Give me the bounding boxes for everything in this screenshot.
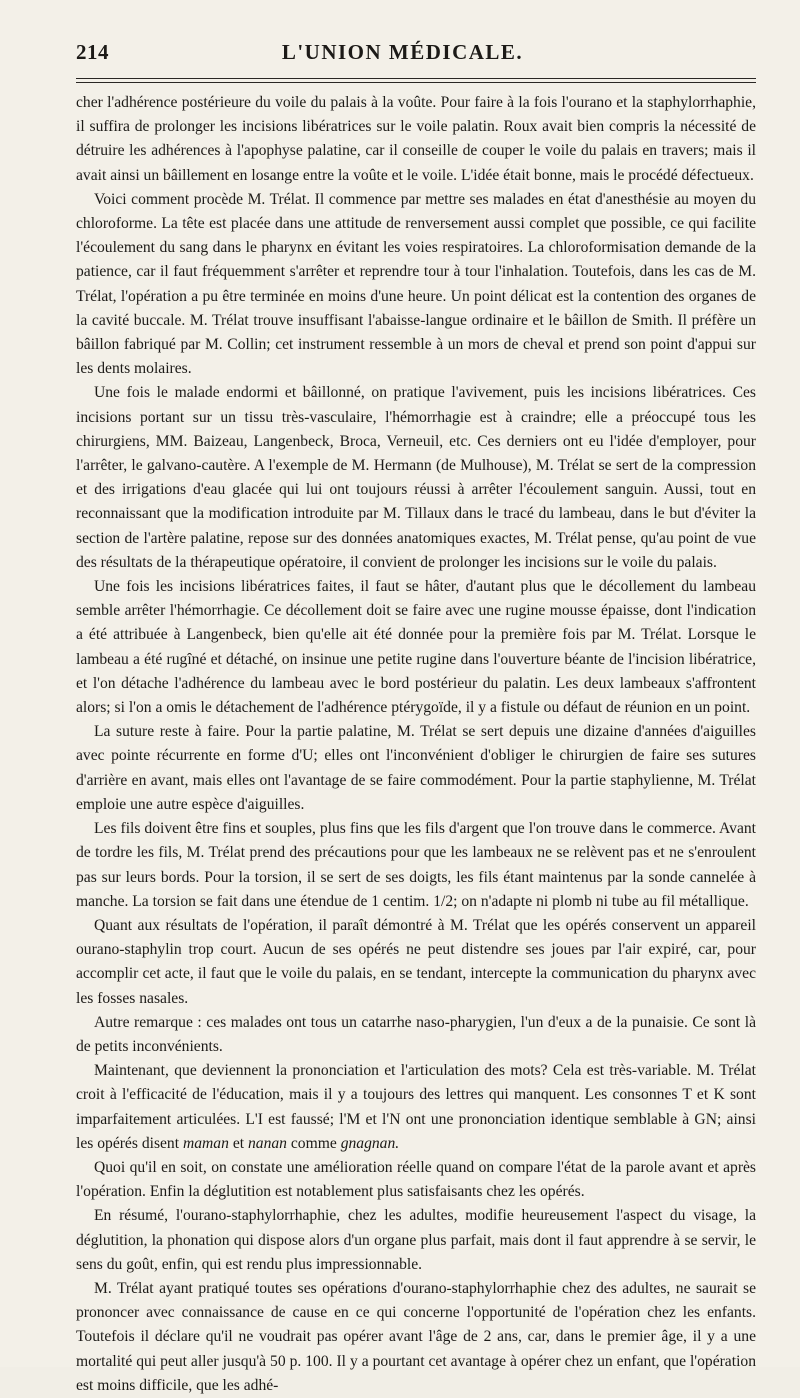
- paragraph-text: Maintenant, que deviennent la prononciation et l'articulation des mots? Cela est très-variable. M. Trélat croit à l'efficacité de l'éducation, mais il y a toujours des lettres qui manquent. Les consonnes T et K sont imparfaitement articulées. L'I est faussé; l'M et l'N ont une prononciation identique semblable à GN; ainsi les opérés disent: [76, 1062, 756, 1152]
- header-rule-thin: [76, 82, 756, 83]
- paragraph: [76, 1059, 756, 1156]
- paragraph: Une fois les incisions libératrices faites, il faut se hâter, d'autant plus que le décollement du lambeau semble arrêter l'hémorrhagie. Ce décollement doit se faire avec une rugine mousse épaisse, dont l'indication a été attribuée à Langenbeck, bien qu'elle ait été donnée pour la première fois par M. Trélat. Lorsque le lambeau a été rugîné et détaché, on insinue une petite rugine dans l'ouverture béante de l'incision libératrice, et l'on détache l'adhérence du lambeau avec le bord postérieur du palatin. Les deux lambeaux s'affrontent alors; si l'on a omis le détachement de l'adhérence ptérygoïde, il y a fistule ou défaut de réunion en un point.: [76, 578, 756, 717]
- connector-word: comme: [290, 1134, 337, 1152]
- paragraph: Voici comment procède M. Trélat. Il commence par mettre ses malades en état d'anesthésie au moyen du chloroforme. La tête est placée dans une attitude de renversement aussi complet que possible, ce qui facilite l'écoulement du sang dans le pharynx en évitant les voies respiratoires. La chloroformisation demande de la patience, car il faut fréquemment s'arrêter et reprendre tour à tour l'inhalation. Toutefois, dans les cas de M. Trélat, l'opération a pu être terminée en moins d'une heure. Un point délicat est la contention des organes de la cavité buccale. M. Trélat trouve insuffisant l'abaisse-langue ordinaire et le bâillon de Smith. Il préfère un bâillon fabriqué par M. Collin; cet instrument ressemble à un mors de cheval et prend son point d'appui sur les dents molaires.: [76, 190, 756, 378]
- paragraph: M. Trélat ayant pratiqué toutes ses opérations d'ourano-staphylorrhaphie chez des adultes, ne saurait se prononcer avec connaissance de cause en ce qui concerne l'opportunité de l'opération chez les enfants. Toutefois il déclare qu'il ne voudrait pas opérer avant l'âge de 2 ans, car, dans le premier âge, il y a une mortalité qui peut aller jusqu'à 50 p. 100. Il y a pourtant cet avantage à opérer chez un enfant, que l'opération est moins difficile, que les adhé-: [76, 1279, 756, 1394]
- paragraph: Quoi qu'il en soit, on constate une amélioration réelle quand on compare l'état de la parole avant et après l'opération. Enfin la déglutition est notablement plus satisfaisants chez les opérés.: [76, 1158, 756, 1201]
- italic-word: nanan: [247, 1134, 287, 1152]
- paragraph: Quant aux résultats de l'opération, il paraît démontré à M. Trélat que les opérés conservent un appareil ourano-staphylin trop court. Aucun de ses opérés ne peut distendre ses joues par l'air expiré, car, pour accomplir cet acte, il faut que le voile du palais, en se tendant, intercepte la communication du pharynx avec les fosses nasales.: [76, 916, 756, 1007]
- paragraph: Autre remarque : ces malades ont tous un catarrhe naso-pharygien, l'un d'eux a de la punaisie. Ce sont là de petits inconvénients.: [76, 1013, 756, 1055]
- paragraph: La suture reste à faire. Pour la partie palatine, M. Trélat se sert depuis une dizaine d'années d'aiguilles avec pointe récurrente en forme d'U; elles ont l'inconvénient d'obliger le chirurgien de faire ses sutures d'arrière en avant, mais elles ont l'avantage de se faire commodément. Pour la partie staphylienne, M. Trélat emploie une autre espèce d'aiguilles.: [76, 723, 756, 813]
- italic-word: gnagnan.: [340, 1134, 400, 1152]
- paragraph: cher l'adhérence postérieure du voile du palais à la voûte. Pour faire à la fois l'ourano et la staphylorrhaphie, il suffira de prolonger les incisions libératrices sur le voile palatin. Roux avait bien compris la nécessité de détruire les adhérences à l'apophyse palatine, car il conseille de couper le voile du palais en travers; mais il avait ainsi un bâillement en losange entre la voûte et le voile. L'idée était bonne, mais le procédé défectueux.: [76, 94, 756, 184]
- page-number: 214: [76, 40, 109, 64]
- article-body: [76, 91, 756, 1398]
- header-rule-thick: [76, 78, 756, 79]
- page-header: [76, 40, 756, 72]
- running-title: L'UNION MÉDICALE.: [281, 40, 524, 64]
- paragraph: En résumé, l'ourano-staphylorrhaphie, chez les adultes, modifie heureusement l'aspect du visage, la déglutition, la phonation qui dispose alors d'un organe plus parfait, mais dont il faut apprendre à se servir, le sens du goût, enfin, qui est rendu plus impressionnable.: [76, 1207, 756, 1273]
- paragraph: Une fois le malade endormi et bâillonné, on pratique l'avivement, puis les incisions libératrices. Ces incisions portant sur un tissu très-vasculaire, l'hémorrhagie est à craindre; elle a préoccupé tous les chirurgiens, MM. Baizeau, Langenbeck, Broca, Verneuil, etc. Ces derniers ont eu l'idée d'employer, pour l'arrêter, le galvano-cautère. A l'exemple de M. Hermann (de Mulhouse), M. Trélat se sert de la compression et des irrigations d'eau glacée qui lui ont toujours réussi à arrêter l'écoulement sanguin. Aussi, tout en reconnaissant que la modification introduite par M. Tillaux dans le tracé du lambeau, dans le but d'éviter la section de l'artère palatine, repose sur des données anatomiques exactes, M. Trélat pense, qu'au point de vue des résultats de la thérapeutique opératoire, il convient de prolonger les incisions sur le voile du palais.: [76, 384, 756, 571]
- italic-word: maman: [182, 1134, 229, 1152]
- connector-word: et: [232, 1134, 245, 1152]
- paragraph: Les fils doivent être fins et souples, plus fins que les fils d'argent que l'on trouve dans le commerce. Avant de tordre les fils, M. Trélat prend des précautions pour que les lambeaux ne se relèvent pas et ne s'enroulent pas sur leurs bords. Pour la torsion, il se sert de ses doigts, les fils étant maintenus par la sonde cannelée à manche. La torsion se fait dans une étendue de 1 centim. 1/2; on n'adapte ni plomb ni tube au fil métallique.: [76, 820, 756, 910]
